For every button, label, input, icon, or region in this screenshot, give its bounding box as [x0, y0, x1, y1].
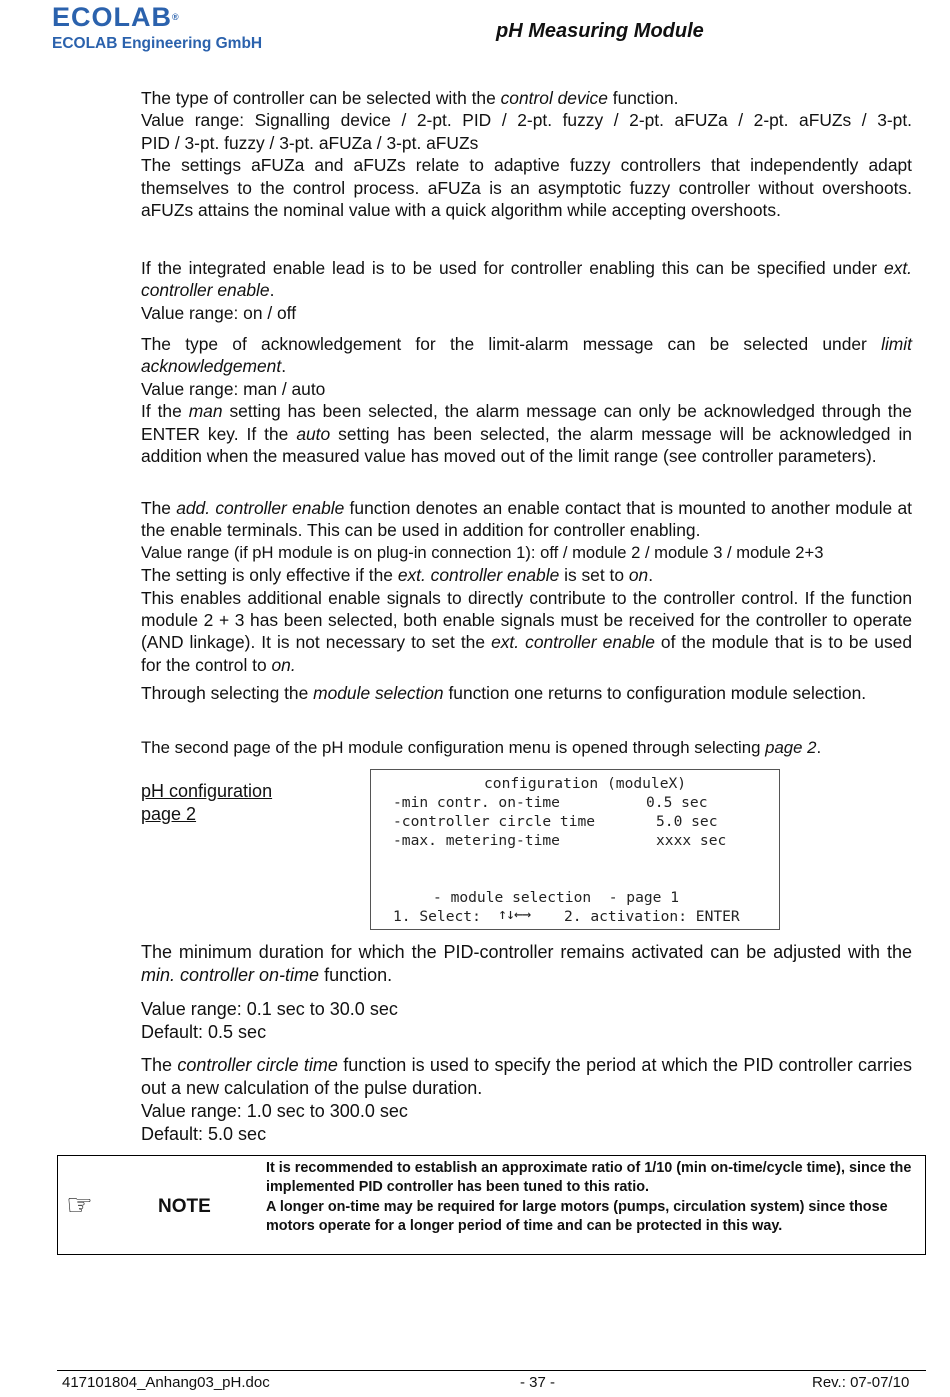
term-add-controller-enable: add. controller enable	[176, 498, 345, 518]
figure-label-line2: page 2	[141, 804, 197, 824]
adaptive-fuzzy-description: The settings aFUZa and aFUZs relate to adaptive fuzzy controllers that independently adapt themselves to the control process. aFUZa is an asymptotic fuzzy controller without overshoots. aFUZs attains the nominal value with a quick algorithm while accepting overshoots.	[141, 155, 912, 221]
screen-row-circle-time-value: 5.0 sec	[656, 813, 718, 830]
value-range-min-on-time: Value range: 0.1 sec to 30.0 sec	[141, 999, 398, 1019]
screen-row-metering-value: xxxx sec	[656, 832, 727, 849]
term-page-2: page 2	[765, 738, 817, 757]
para-min-on-time: The minimum duration for which the PID-controller remains activated can be adjusted with the min. controller on-time function.	[141, 942, 912, 985]
term-module-selection: module selection	[313, 683, 444, 703]
logo-registered-mark: ®	[172, 12, 180, 22]
screen-row-min-contr-value: 0.5 sec	[646, 794, 708, 811]
note-label: NOTE	[158, 1196, 211, 1217]
term-control-device: control device	[500, 88, 608, 108]
screen-arrows-icon: ↑↓←→	[498, 905, 531, 923]
footer-revision: Rev.: 07-07/10	[812, 1374, 910, 1391]
ecolab-logo	[52, 2, 292, 54]
configuration-screen	[370, 769, 780, 930]
page-header-title: pH Measuring Module	[496, 20, 704, 42]
para-add-controller-enable: The add. controller enable function denotes an enable contact that is mounted to another module at the enable terminals. This can be used in addition for controller enabling. Value range (if pH module is on plug-in connection 1): off / module 2 / module 3 / module 2+3 The setting is only effective if the ext. controller enable is set to on. This enables additional enable signals to directly contribute to the controller control. If the function module 2 + 3 has been selected, both enable signals must be received for the controller to operate (AND linkage). It is not necessary to set the ext. controller enable of the module that is to be used for the control to on.	[141, 498, 912, 675]
footer-divider	[57, 1370, 926, 1371]
figure-label-line1: pH configuration	[141, 781, 273, 801]
logo-subtitle: ECOLAB Engineering GmbH	[52, 35, 263, 52]
screen-row-metering-label: -max. metering-time	[393, 832, 560, 849]
screen-nav-line: - module selection - page 1	[433, 889, 680, 906]
term-controller-circle-time: controller circle time	[177, 1055, 338, 1075]
screen-select-label: 1. Select:	[393, 908, 481, 925]
para-page-2: The second page of the pH module configuration menu is opened through selecting page 2.	[141, 738, 822, 757]
default-circle-time: Default: 5.0 sec	[141, 1124, 267, 1144]
value-range-line: Value range: Signalling device / 2-pt. PID / 2-pt. fuzzy / 2-pt. aFUZa / 2-pt. aFUZs / 3-pt.	[141, 110, 912, 131]
screen-activation-label: 2. activation: ENTER	[564, 908, 740, 925]
para-control-device: The type of controller can be selected with the control device function. Value range: Signalling device / 2-pt. PID / 2-pt. fuzzy / 2-pt. aFUZa / 2-pt. aFUZs / 3-pt. PID / 3-pt. fuzzy / 3-pt. aFUZa / 3-pt. aFUZs The settings aFUZa and aFUZs relate to adaptive fuzzy controllers that independently adapt themselves to the control process. aFUZa is an asymptotic fuzzy controller without overshoots. aFUZs attains the nominal value with a quick algorithm while accepting overshoots.	[141, 88, 912, 221]
note-text: It is recommended to establish an approximate ratio of 1/10 (min on-time/cycle time), since the implemented PID controller has been tuned to this ratio. A longer on-time may be required for large motors (pumps, circulation system) since those motors operate for a longer period of time and can be protected in this way.	[266, 1160, 912, 1235]
term-ext-controller-enable: ext. controller enable	[141, 258, 912, 301]
value-range-on-off: Value range: on / off	[141, 302, 297, 323]
term-limit-acknowledgement: limit acknowledgement	[141, 334, 912, 377]
term-min-controller-on-time: min. controller on-time	[141, 965, 320, 985]
screen-row-min-contr-label: -min contr. on-time	[393, 794, 560, 811]
logo-word: ECOLAB	[52, 2, 172, 32]
value-range-circle-time: Value range: 1.0 sec to 300.0 sec	[141, 1101, 408, 1121]
figure-label	[141, 780, 272, 826]
para-module-selection: Through selecting the module selection function one returns to configuration module selection.	[141, 683, 867, 703]
footer-doc-name: 417101804_Anhang03_pH.doc	[62, 1374, 270, 1391]
value-range-modules: Value range (if pH module is on plug-in connection 1): off / module 2 / module 3 / module 2+3	[141, 542, 824, 562]
para-ext-controller-enable: If the integrated enable lead is to be used for controller enabling this can be specified under ext. controller enable. Value range: on / off	[141, 258, 912, 323]
note-box	[57, 1155, 926, 1255]
footer-page-number: - 37 -	[520, 1374, 556, 1391]
para-min-on-time-range	[141, 998, 912, 1044]
screen-title: configuration (moduleX)	[484, 775, 687, 792]
screen-row-circle-time-label: -controller circle time	[393, 813, 596, 830]
para-circle-time: The controller circle time function is used to specify the period at which the PID controller carries out a new calculation of the pulse duration. Value range: 1.0 sec to 300.0 sec Default: 5.0 sec	[141, 1055, 912, 1144]
pointing-hand-icon: ☞	[66, 1189, 93, 1222]
default-min-on-time: Default: 0.5 sec	[141, 1022, 267, 1042]
para-limit-acknowledgement: The type of acknowledgement for the limit-alarm message can be selected under limit acknowledgement. Value range: man / auto If the man setting has been selected, the alarm message can only be acknowledged through the ENTER key. If the auto setting has been selected, the alarm message will be acknowledged in addition when the measured value has moved out of the limit range (see controller parameters).	[141, 334, 912, 467]
value-range-man-auto: Value range: man / auto	[141, 378, 326, 399]
